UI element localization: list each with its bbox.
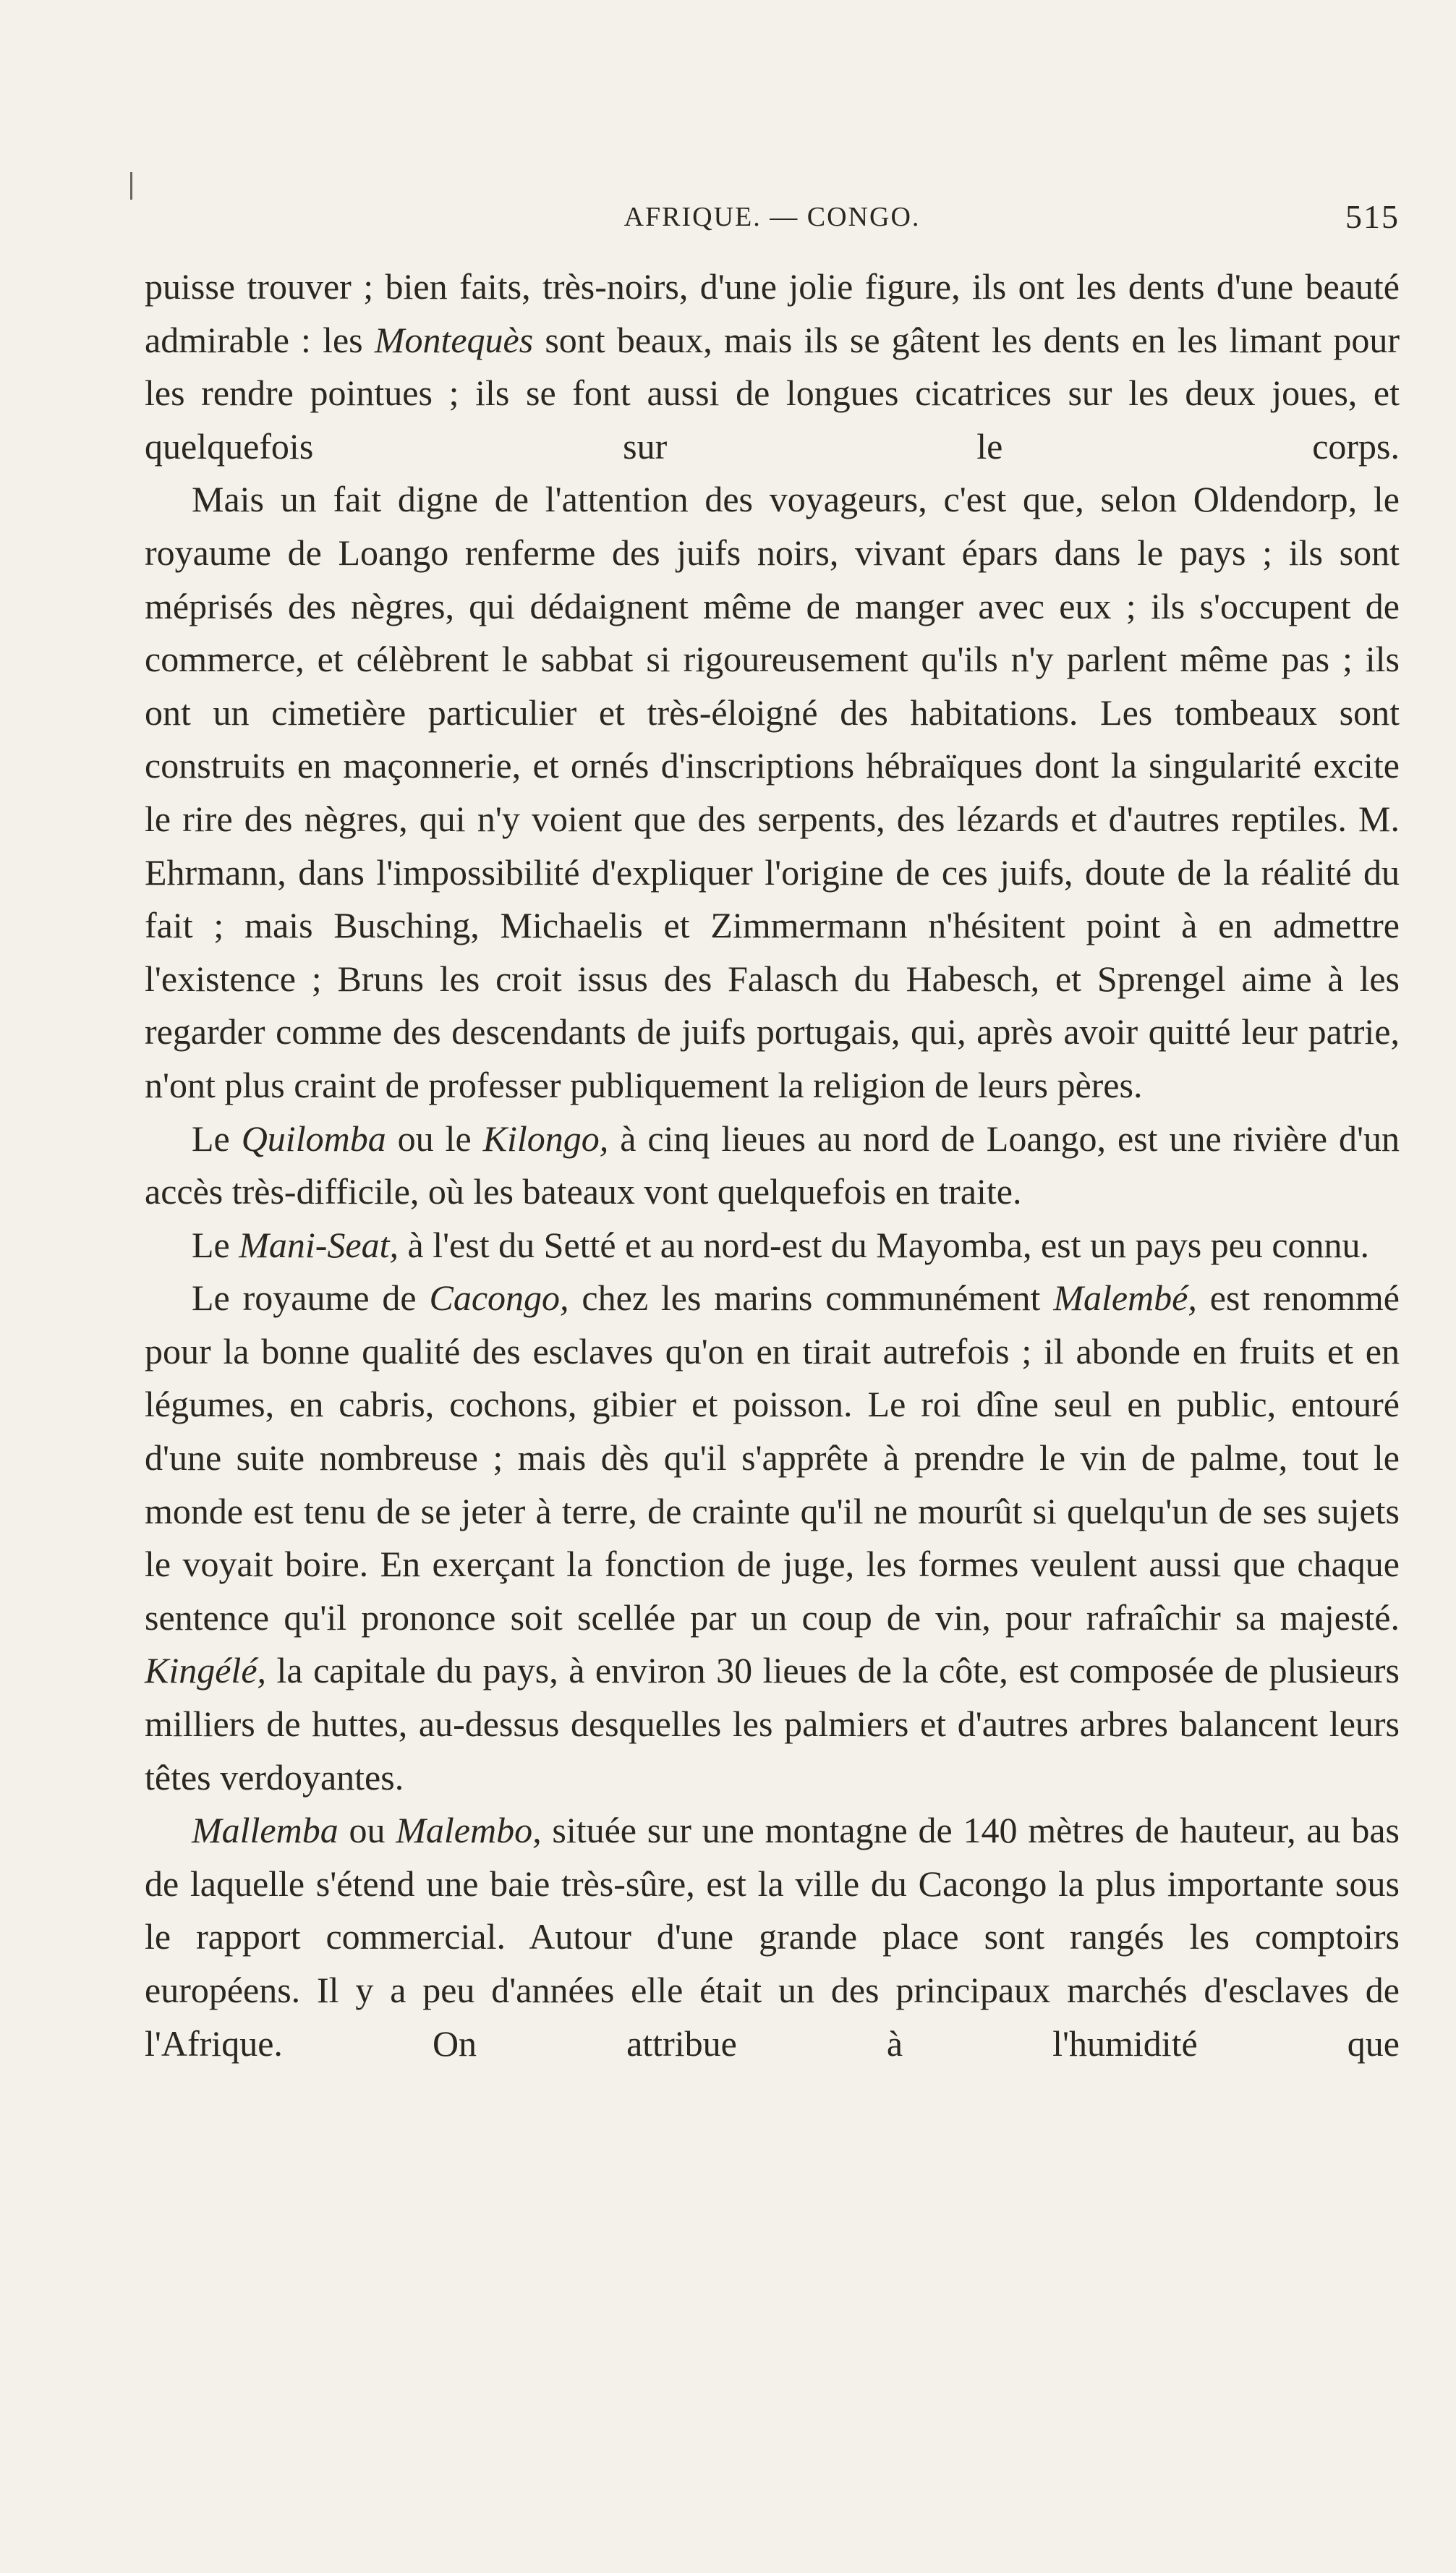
italic-term: Kilongo, (482, 1118, 609, 1159)
text-run: est renommé pour la bonne qualité des esclaves qu'on en tirait autrefois ; il abonde en fruits et en légumes, en cabris, cochons, gibier et poisson. Le roi dîne seul en public, entouré d'une suite nombreuse ; mais dès qu'il s'apprête à prendre le vin de palme, tout le monde est tenu de se jeter à terre, de crainte qu'il ne mourût si quelqu'un de ses sujets le voyait boire. En exerçant la fonction de juge, les formes veulent aussi que chaque sentence qu'il prononce soit scellée par un coup de vin, pour rafraîchir sa majesté. (145, 1277, 1400, 1638)
text-run: à l'est du Setté et au nord-est du Mayomba, est un pays peu connu. (399, 1224, 1370, 1265)
running-title: AFRIQUE. — CONGO. (623, 202, 921, 232)
italic-term: Cacongo, (429, 1277, 569, 1319)
text-run: à cinq lieues au nord de Loango, est une rivière d'un accès très-difficile, où les bateaux vont quelquefois en traite. (145, 1118, 1400, 1212)
running-head (145, 195, 1400, 239)
paragraph (145, 260, 1400, 473)
margin-mark (130, 172, 132, 200)
italic-term: Kingélé, (145, 1650, 267, 1691)
text-run: Le (192, 1224, 239, 1265)
italic-term: Montequès (374, 319, 534, 360)
body-text (145, 260, 1400, 2070)
paragraph (145, 1272, 1400, 1804)
text-run: Le royaume de (192, 1277, 430, 1319)
text-run: ou (338, 1810, 396, 1851)
italic-term: Mallemba (192, 1810, 339, 1851)
text-run: Mais un fait digne de l'attention des voyageurs, c'est que, selon Oldendorp, le royaume de Loango renferme des juifs noirs, vivant épars dans le pays ; ils sont méprisés des nègres, qui dédaignent même de manger avec eux ; ils s'occupent de commerce, et célèbrent le sabbat si rigoureusement qu'ils n'y parlent même pas ; ils ont un cimetière particulier et très-éloigné des habitations. Les tombeaux sont construits en maçonnerie, et ornés d'inscriptions hébraïques dont la singularité excite le rire des nègres, qui n'y voient que des serpents, des lézards et d'autres reptiles. M. Ehrmann, dans l'impossibilité d'expliquer l'origine de ces juifs, doute de la réalité du fait ; mais Busching, Michaelis et Zimmermann n'hésitent point à en admettre l'existence ; Bruns les croit issus des Falasch du Habesch, et Sprengel aime à les regarder comme des descendants de juifs portugais, qui, après avoir quitté leur patrie, n'ont plus craint de professer publiquement la religion de leurs pères. (145, 479, 1400, 1105)
text-run: ou le (386, 1118, 483, 1159)
text-run: Le (192, 1118, 242, 1159)
page-number: 515 (1345, 198, 1400, 235)
paragraph (145, 1219, 1400, 1272)
italic-term: Mani-Seat, (239, 1224, 399, 1265)
italic-term: Quilomba (241, 1118, 386, 1159)
text-run: située sur une montagne de 140 mètres de hauteur, au bas de laquelle s'étend une baie très-sûre, est la ville du Cacongo la plus importante sous le rapport commercial. Autour d'une grande place sont rangés les comptoirs européens. Il y a peu d'années elle était un des principaux marchés d'esclaves de l'Afrique. On attribue à l'humidité que (145, 1810, 1400, 2064)
text-run: la capitale du pays, à environ 30 lieues de la côte, est composée de plusieurs milliers de huttes, au-dessus desquelles les palmiers et d'autres arbres balancent leurs têtes verdoyantes. (145, 1650, 1400, 1798)
paragraph (145, 1804, 1400, 2070)
text-run: puisse trouver ; bien faits, très-noirs, d'une jolie figure, ils ont les dents d'une beauté admirable : les (145, 266, 1400, 360)
italic-term: Malembo, (396, 1810, 542, 1851)
text-run: chez les marins communément (569, 1277, 1054, 1319)
text-run: sont beaux, mais ils se gâtent les dents en les limant pour les rendre pointues ; ils se font aussi de longues cicatrices sur les deux joues, et quelquefois sur le corps. (145, 319, 1400, 467)
paragraph (145, 473, 1400, 1112)
paragraph (145, 1113, 1400, 1219)
italic-term: Malembé, (1053, 1277, 1197, 1319)
